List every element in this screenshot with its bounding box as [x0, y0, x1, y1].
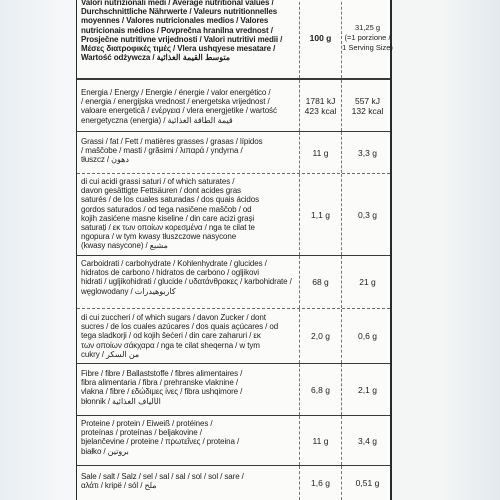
salt-per-portion	[341, 466, 393, 500]
row-energy	[77, 79, 390, 132]
header-portion-text: (=1 porzione /	[344, 32, 391, 42]
header-label-line: Valori nutrizionali medi / Average nutritional values /	[81, 0, 274, 7]
fat-label	[81, 137, 297, 165]
row-fat	[77, 132, 390, 174]
salt-per-100g	[299, 466, 341, 500]
energy-label-line: / energia / energijska vrednost / energetska vrijednost /	[81, 97, 270, 107]
energy-per-100g	[299, 80, 341, 131]
header-label	[81, 0, 297, 62]
protein-label	[81, 419, 297, 456]
sugars-per-100g	[299, 309, 341, 363]
saturates-label-line: davon gesättigte Fettsäuren / dont acides gras	[81, 186, 241, 196]
sugars-label	[81, 313, 297, 359]
carbohydrate-label-line: hidratos de carbono / hidratos de carbono / ogljikovi	[81, 268, 259, 278]
saturates-value: 0,3 g	[358, 209, 377, 220]
energy-label	[81, 88, 297, 125]
header-label-line: Prosječne nutritivne vrijednosti / Valori nutritivi medii /	[81, 34, 283, 44]
energy-value: 132 kcal	[351, 105, 384, 116]
salt-label	[81, 472, 297, 490]
nutrition-table	[76, 0, 392, 500]
saturates-label-line: di cui acidi grassi saturi / of which saturates /	[81, 177, 235, 186]
saturates-per-100g	[299, 174, 341, 255]
header-portion-text: 1 Serving Size)	[342, 42, 393, 52]
carbohydrate-label-line: hidrati / ugljikohidrati / glucide / υδατάνθρακες / karbohidrate /	[81, 277, 292, 287]
salt-value: 0,51 g	[355, 478, 380, 488]
fat-label-line: Grassi / fat / Fett / matières grasses / grasas / lípidos	[81, 137, 263, 146]
energy-label-line: valoare energetică / ενέργεια / vlera energjetike / wartość	[81, 106, 277, 116]
header-per-portion	[341, 0, 393, 78]
header-label-line: moyennes / Valores nutricionales medios / Valores	[81, 16, 269, 26]
sugars-label-line: di cui zuccheri / of which sugars / davon Zucker / dont	[81, 313, 266, 322]
sugars-label-line: των οποίων σάκχαρα / nga te cilat sheqerna / w tym	[81, 340, 260, 350]
sugars-label-line: sucres / de los cuales azúcares / dos quais açúcares / od	[81, 322, 279, 332]
sugars-value: 2,0 g	[311, 331, 330, 341]
saturates-label-line: gordos saturados / od tega nasičene maščob / od	[81, 204, 252, 214]
row-saturates	[77, 174, 390, 256]
fibre-label-line: błonnik / الألياف الغذائية	[81, 396, 161, 406]
protein-value: 11 g	[312, 435, 329, 446]
fibre-label-line: Fibre / fibre / Ballaststoffe / fibres alimentaires /	[81, 369, 243, 378]
saturates-label-line: (kwasy nasycone) / مشبع	[81, 241, 168, 251]
sugars-label-line: cukry / من السكر	[81, 349, 140, 359]
sugars-value: 0,6 g	[358, 331, 377, 341]
fibre-per-portion	[341, 364, 393, 415]
fat-value: 3,3 g	[358, 147, 377, 158]
fat-per-portion	[341, 132, 393, 173]
saturates-per-portion	[341, 174, 393, 255]
carbohydrate-value: 68 g	[312, 277, 329, 287]
fibre-value: 2,1 g	[358, 384, 377, 395]
fibre-value: 6,8 g	[311, 384, 330, 395]
row-protein	[77, 416, 390, 466]
sugars-per-portion	[341, 309, 393, 363]
carbohydrate-value: 21 g	[359, 277, 376, 287]
fibre-label-line: vlakna / fibre / εδώδιμες ίνες / fibra ushqimore /	[81, 387, 243, 397]
saturates-label-line: ngopura / w tym kwasy tłuszczowe nasycone	[81, 232, 237, 242]
header-row	[77, 0, 393, 79]
row-carbohydrate	[77, 256, 390, 309]
header-label-line: nutricionais médios / Povprečna hranilna vrednost /	[81, 25, 273, 35]
protein-label-line: białko / بروتين	[81, 446, 129, 456]
protein-label-line: proteínas / proteínas / beljakovine /	[81, 428, 202, 438]
energy-value: 1781 kJ	[305, 95, 336, 106]
header-label-line: Wartość odżywcza / متوسط القيمة الغذائية	[81, 53, 231, 63]
energy-label-line: energetyczna (energia) / قيمة الطاقة الغذائية	[81, 115, 233, 125]
header-portion-text: 31,25 g	[354, 22, 381, 32]
energy-per-portion	[341, 80, 393, 131]
salt-value: 1,6 g	[311, 478, 330, 488]
sugars-label-line: tega sladkorji / od kojih šećeri / din care zaharuri / εκ	[81, 331, 261, 341]
fibre-label	[81, 369, 297, 406]
protein-label-line: bjelančevine / proteine / πρωτεΐνες / proteina /	[81, 437, 240, 447]
row-sugars	[77, 309, 390, 364]
salt-label-line: Sale / salt / Salz / sel / sal / sal / sol / sol / sare /	[81, 472, 244, 481]
row-fibre	[77, 364, 390, 416]
saturates-value: 1,1 g	[311, 209, 330, 220]
energy-value: 423 kcal	[304, 105, 337, 116]
saturates-label-line: kojih zasićene masne kiseline / din care acizi grași	[81, 213, 255, 223]
protein-per-100g	[299, 416, 341, 465]
carbohydrate-label	[81, 259, 297, 296]
carbohydrate-label-line: Carboidrati / carbohydrate / Kohlenhydrate / glucides /	[81, 259, 267, 268]
fat-value: 11 g	[312, 147, 329, 158]
header-per-100g-text: 100 g	[309, 32, 332, 43]
fat-label-line: / maščobe / masti / grăsimi / λιπαρά / yndyrna /	[81, 146, 243, 156]
carbohydrate-label-line: węglowodany / كاربوهيدرات	[81, 286, 176, 296]
fat-per-100g	[299, 132, 341, 173]
header-per-100g	[299, 0, 341, 78]
protein-value: 3,4 g	[358, 435, 377, 446]
protein-label-line: Proteine / protein / Eiweiß / protéines /	[81, 419, 213, 428]
header-label-line: Μέσες διατροφικές τιμές / Vlera ushqyese mesatare /	[81, 44, 276, 54]
saturates-label-line: saturați / εκ των οποίων κορεσμένα / nga te cilat te	[81, 223, 255, 233]
carbohydrate-per-portion	[341, 256, 393, 308]
row-salt	[77, 466, 390, 500]
fat-label-line: tłuszcz / دهون	[81, 155, 129, 165]
carbohydrate-per-100g	[299, 256, 341, 308]
header-label-line: Durchschnittliche Nährwerte / Valeurs nutritionnelles	[81, 7, 278, 17]
saturates-label	[81, 177, 297, 251]
energy-label-line: Energia / Energy / Energie / énergie / valor energético /	[81, 88, 271, 97]
energy-value: 557 kJ	[354, 95, 381, 106]
fibre-per-100g	[299, 364, 341, 415]
saturates-label-line: saturés / de los cuales saturadas / dos quais ácidos	[81, 195, 260, 205]
salt-label-line: αλάτι / kripë / sól / ملح	[81, 481, 157, 491]
protein-per-portion	[341, 416, 393, 465]
fibre-label-line: fibra alimentaria / fibra / prehranske vlaknine /	[81, 378, 238, 388]
